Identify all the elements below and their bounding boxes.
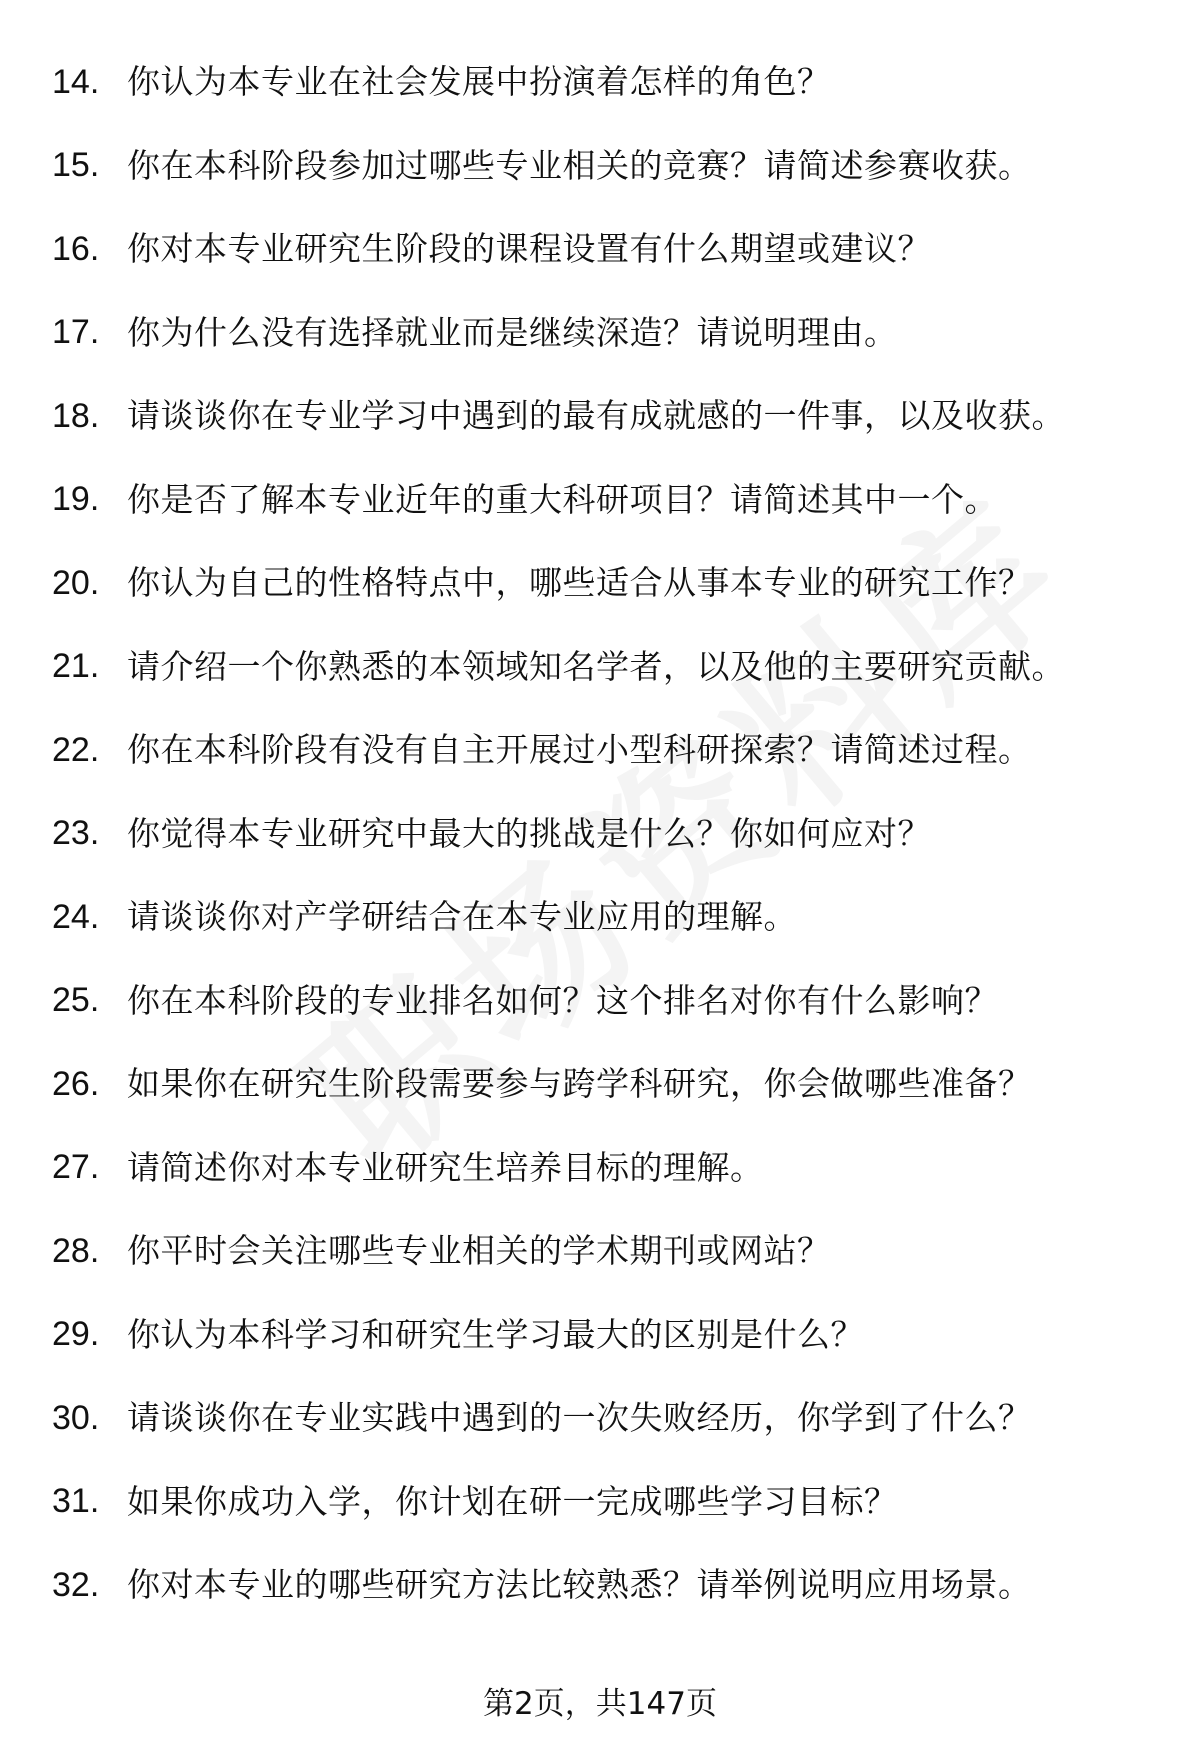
list-item bbox=[0, 374, 1200, 458]
question-text: 你是否了解本专业近年的重大科研项目？请简述其中一个。 bbox=[127, 479, 998, 519]
list-item bbox=[0, 1460, 1200, 1544]
question-number: 16. bbox=[52, 229, 100, 268]
question-number: 28. bbox=[52, 1231, 100, 1270]
list-item bbox=[0, 708, 1200, 792]
question-number: 30. bbox=[52, 1398, 100, 1437]
question-number: 21. bbox=[52, 647, 100, 686]
list-item bbox=[0, 458, 1200, 542]
question-text: 你为什么没有选择就业而是继续深造？请说明理由。 bbox=[127, 312, 898, 352]
question-text: 请谈谈你在专业实践中遇到的一次失败经历，你学到了什么？ bbox=[127, 1398, 1032, 1438]
question-number: 22. bbox=[52, 730, 100, 769]
question-text: 你平时会关注哪些专业相关的学术期刊或网站？ bbox=[127, 1231, 831, 1271]
question-number: 19. bbox=[52, 480, 100, 519]
question-text: 如果你成功入学，你计划在研一完成哪些学习目标？ bbox=[127, 1481, 898, 1521]
question-text: 你认为本专业在社会发展中扮演着怎样的角色？ bbox=[127, 62, 831, 102]
question-number: 29. bbox=[52, 1315, 100, 1354]
list-item bbox=[0, 124, 1200, 208]
question-number: 24. bbox=[52, 897, 100, 936]
question-text: 你在本科阶段的专业排名如何？这个排名对你有什么影响？ bbox=[127, 980, 998, 1020]
question-text: 你认为本科学习和研究生学习最大的区别是什么？ bbox=[127, 1314, 864, 1354]
list-item bbox=[0, 541, 1200, 625]
question-text: 请介绍一个你熟悉的本领域知名学者，以及他的主要研究贡献。 bbox=[127, 646, 1065, 686]
question-text: 你对本专业的哪些研究方法比较熟悉？请举例说明应用场景。 bbox=[127, 1565, 1032, 1605]
question-text: 你在本科阶段参加过哪些专业相关的竞赛？请简述参赛收获。 bbox=[127, 145, 1032, 185]
list-item bbox=[0, 207, 1200, 291]
question-text: 你认为自己的性格特点中，哪些适合从事本专业的研究工作？ bbox=[127, 563, 1032, 603]
question-text: 你对本专业研究生阶段的课程设置有什么期望或建议？ bbox=[127, 229, 931, 269]
list-item bbox=[0, 625, 1200, 709]
list-item bbox=[0, 959, 1200, 1043]
page-indicator: 第2页，共147页 bbox=[483, 1686, 717, 1722]
list-item bbox=[0, 1209, 1200, 1293]
list-item bbox=[0, 1293, 1200, 1377]
question-text: 你在本科阶段有没有自主开展过小型科研探索？请简述过程。 bbox=[127, 730, 1032, 770]
list-item bbox=[0, 1376, 1200, 1460]
question-number: 14. bbox=[52, 62, 100, 101]
question-number: 31. bbox=[52, 1482, 100, 1521]
question-text: 请谈谈你在专业学习中遇到的最有成就感的一件事，以及收获。 bbox=[127, 396, 1065, 436]
list-item bbox=[0, 1543, 1200, 1627]
question-number: 15. bbox=[52, 146, 100, 185]
question-text: 如果你在研究生阶段需要参与跨学科研究，你会做哪些准备？ bbox=[127, 1064, 1032, 1104]
list-item bbox=[0, 792, 1200, 876]
question-number: 26. bbox=[52, 1064, 100, 1103]
list-item bbox=[0, 1126, 1200, 1210]
question-number: 20. bbox=[52, 563, 100, 602]
question-text: 请简述你对本专业研究生培养目标的理解。 bbox=[127, 1147, 764, 1187]
question-number: 25. bbox=[52, 981, 100, 1020]
question-number: 27. bbox=[52, 1148, 100, 1187]
question-number: 17. bbox=[52, 313, 100, 352]
question-number: 23. bbox=[52, 814, 100, 853]
list-item bbox=[0, 40, 1200, 124]
list-item bbox=[0, 1042, 1200, 1126]
question-number: 18. bbox=[52, 396, 100, 435]
question-number: 32. bbox=[52, 1565, 100, 1604]
list-item bbox=[0, 291, 1200, 375]
question-text: 你觉得本专业研究中最大的挑战是什么？你如何应对？ bbox=[127, 813, 931, 853]
question-list bbox=[0, 40, 1200, 1627]
question-text: 请谈谈你对产学研结合在本专业应用的理解。 bbox=[127, 897, 797, 937]
list-item bbox=[0, 875, 1200, 959]
